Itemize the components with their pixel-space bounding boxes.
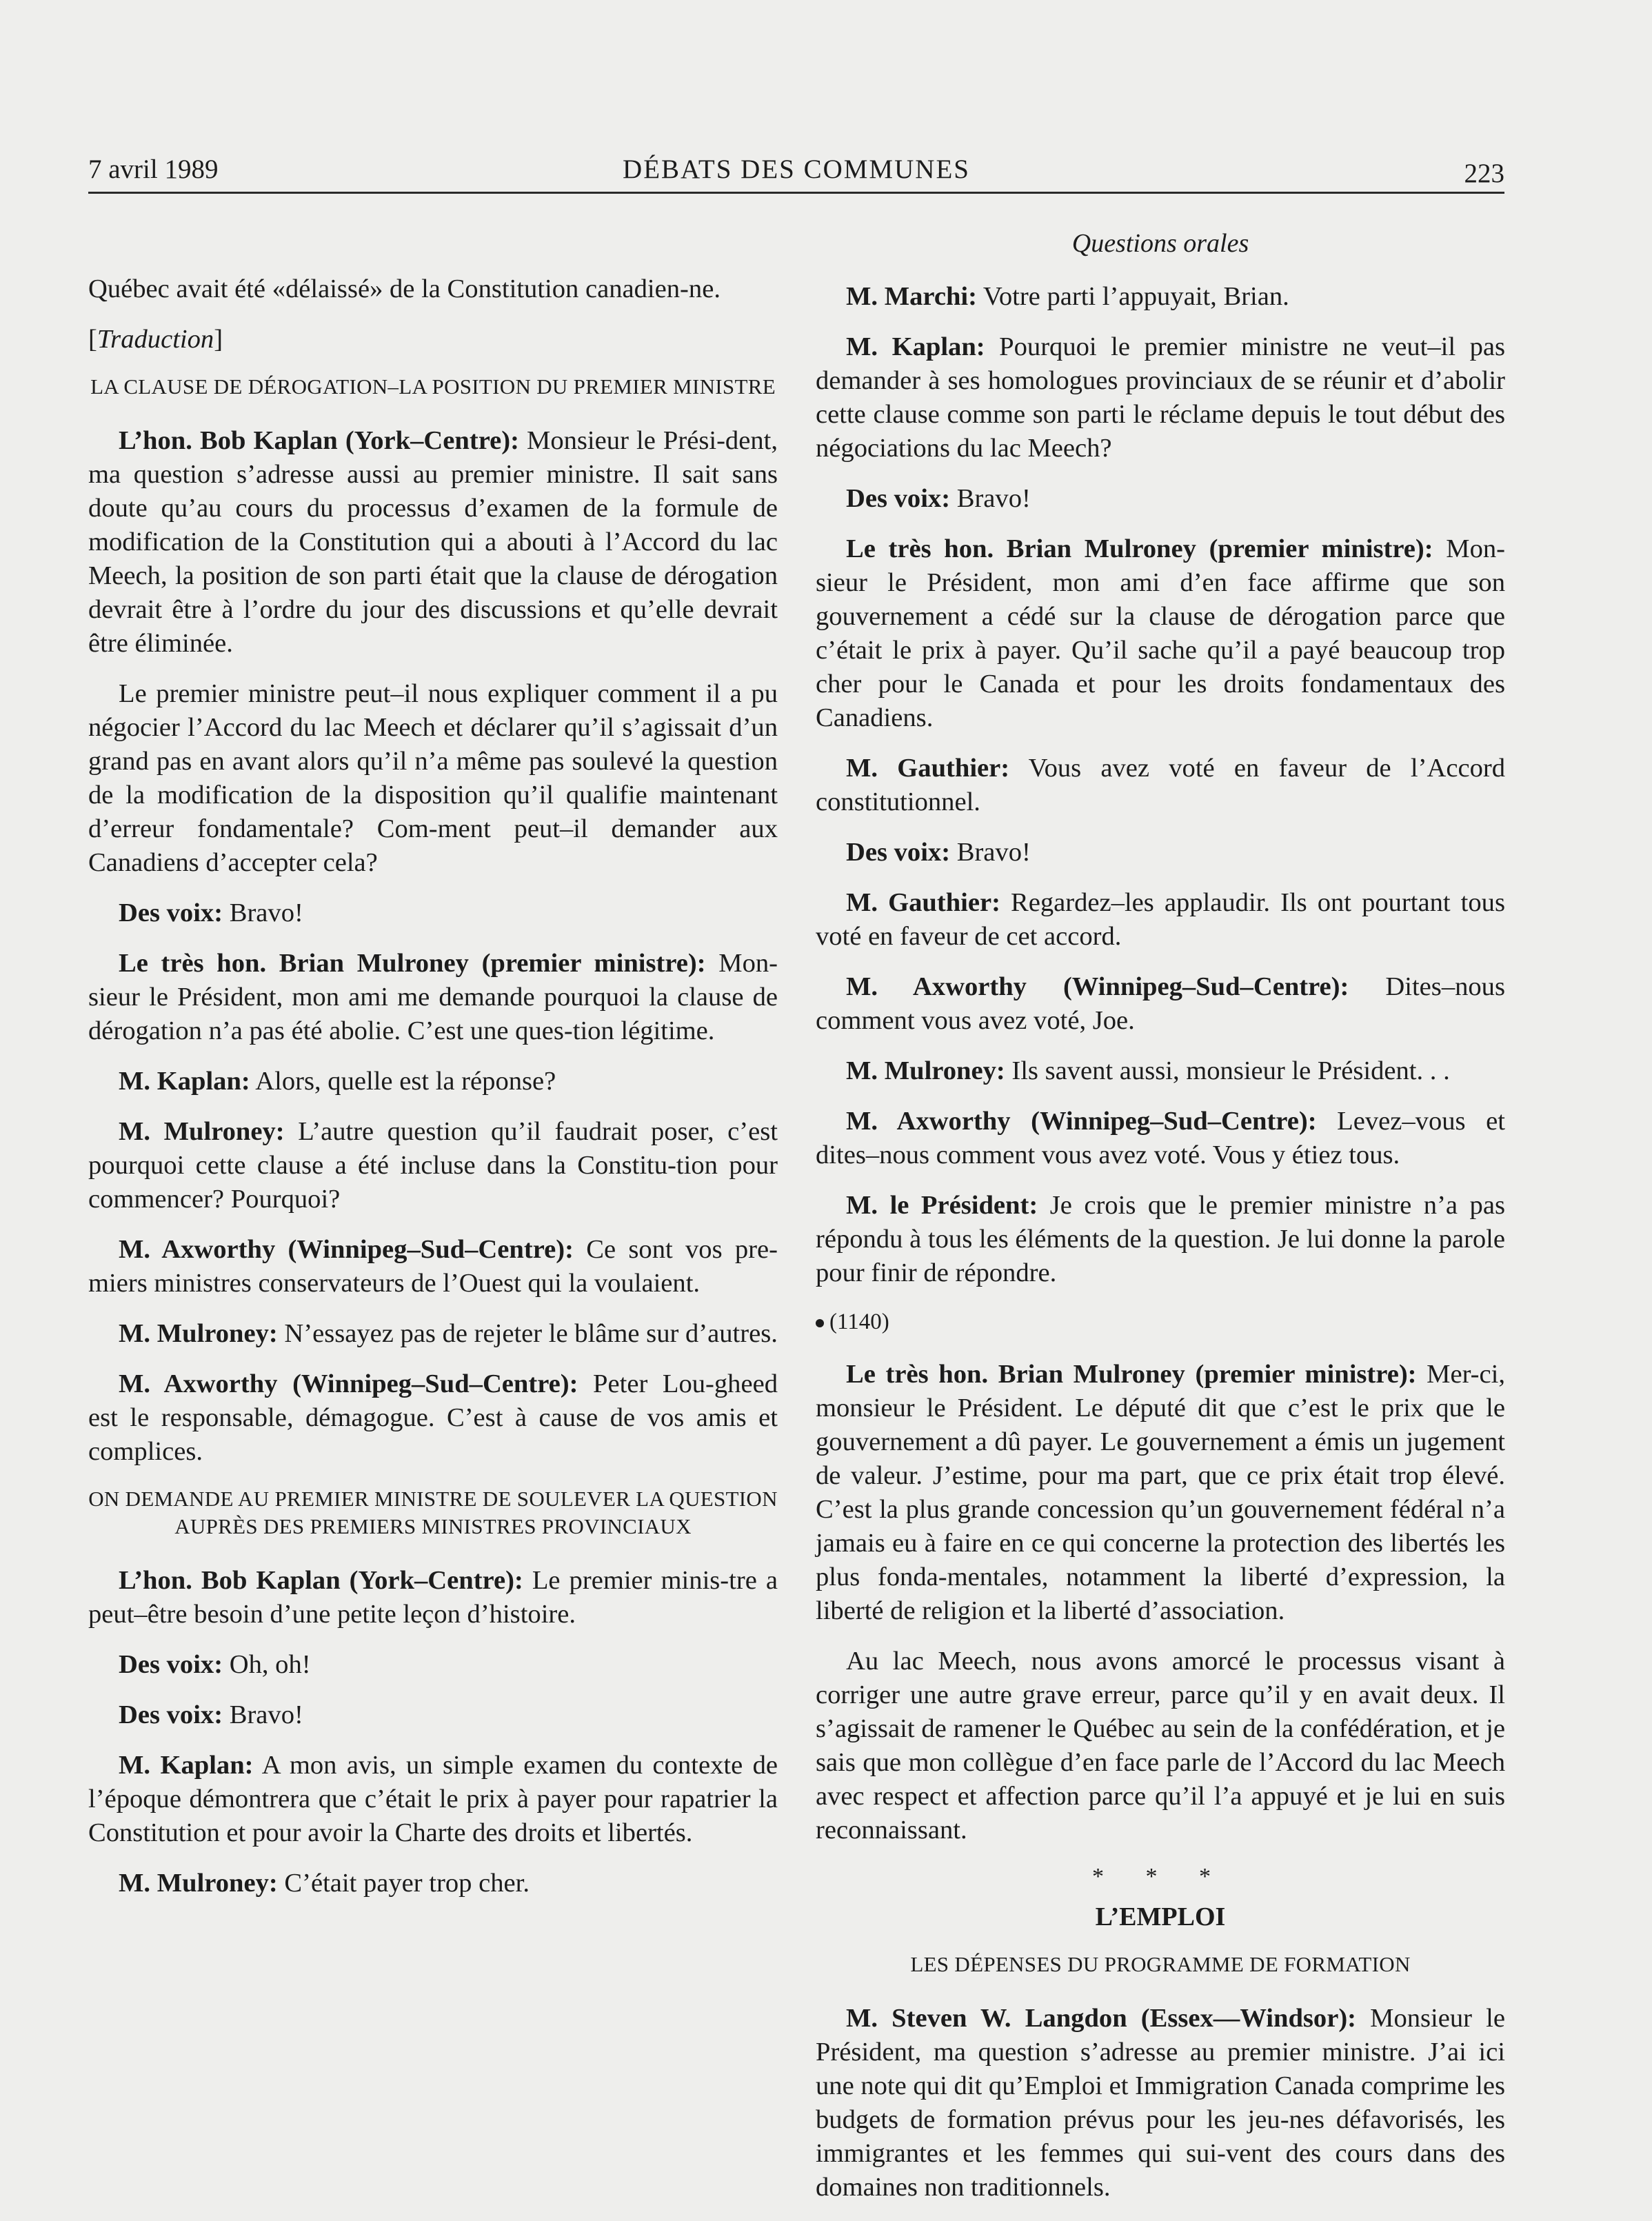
paragraph xyxy=(88,1233,778,1300)
speaker-name: Le très hon. Brian Mulroney (premier ministre): xyxy=(846,1360,1417,1389)
speaker-name: Des voix: xyxy=(119,898,223,927)
header-title: DÉBATS DES COMMUNES xyxy=(623,154,970,184)
speaker-name: M. Kaplan: xyxy=(119,1067,250,1096)
speech-text: Peter Lou-gheed est le responsable, démagogue. C’est à cause de vos amis et complices. xyxy=(88,1369,778,1466)
paragraph xyxy=(816,1054,1505,1088)
section-label: Questions orales xyxy=(1071,229,1249,258)
speech-text: Dites–nous comment vous avez voté, Joe. xyxy=(816,972,1505,1035)
page-number: 223 xyxy=(1464,159,1504,188)
paragraph xyxy=(816,836,1505,870)
left-column xyxy=(88,272,778,1917)
paragraph xyxy=(88,1115,778,1216)
paragraph xyxy=(816,280,1505,314)
speaker-name: M. Mulroney: xyxy=(119,1319,278,1348)
speaker-name: M. le Président: xyxy=(846,1191,1038,1220)
paragraph xyxy=(816,330,1505,465)
page-header xyxy=(88,146,1504,194)
speaker-name: Des voix: xyxy=(119,1650,223,1679)
paragraph xyxy=(816,886,1505,954)
speech-text: Bravo! xyxy=(223,898,303,927)
paragraph xyxy=(816,2002,1505,2204)
paragraph xyxy=(88,896,778,930)
paragraph xyxy=(88,1065,778,1098)
speech-text: Monsieur le Président, ma question s’adresse au premier ministre. J’ai ici une note qui dit qu’Emploi et Immigration Canada comprime les budgets de formation prévus pour les jeu-nes défavorisés, les immigrantes et les femmes qui sui-vent des cours dans des domaines non traditionnels. xyxy=(816,2004,1505,2202)
speaker-name: M. Steven W. Langdon (Essex—Windsor): xyxy=(846,2004,1357,2033)
speech-text: Bravo! xyxy=(950,838,1031,867)
speaker-name: L’hon. Bob Kaplan (York–Centre): xyxy=(119,426,519,455)
speaker-name: M. Mulroney: xyxy=(119,1869,278,1898)
speaker-name: Le très hon. Brian Mulroney (premier ministre): xyxy=(846,534,1433,563)
speaker-name: M. Axworthy (Winnipeg–Sud–Centre): xyxy=(119,1235,574,1264)
paragraph xyxy=(88,424,778,661)
speech-text: N’essayez pas de rejeter le blâme sur d’autres. xyxy=(277,1319,778,1348)
speech-text: Alors, quelle est la réponse? xyxy=(250,1067,556,1096)
speech-text: A mon avis, un simple examen du contexte de l’époque démontrera que c’était le prix à payer pour rapatrier la Constitution et pour avoir la Charte des droits et libertés. xyxy=(88,1751,778,1847)
paragraph xyxy=(88,1317,778,1351)
paragraph xyxy=(816,482,1505,516)
section-heading: L’EMPLOI xyxy=(1095,1902,1226,1931)
speaker-name: Le très hon. Brian Mulroney (premier ministre): xyxy=(119,949,706,978)
paragraph xyxy=(816,1105,1505,1172)
speech-text: Oh, oh! xyxy=(223,1650,311,1679)
speech-text: Mon-sieur le Président, mon ami me demande pourquoi la clause de dérogation n’a pas été abolie. C’est une ques-tion légitime. xyxy=(88,949,778,1045)
paragraph: Québec avait été «délaissé» de la Constitution canadien-ne. xyxy=(88,274,721,303)
right-column xyxy=(816,228,1505,2221)
speech-text: Ce sont vos pre-miers ministres conservateurs de l’Ouest qui la voulaient. xyxy=(88,1235,778,1298)
paragraph xyxy=(816,532,1505,735)
speaker-name: Des voix: xyxy=(846,838,951,867)
paragraph xyxy=(88,1367,778,1469)
paragraph: Au lac Meech, nous avons amorcé le processus visant à corriger une autre grave erreur, parce qu’il y en avait deux. Il s’agissait de ramener le Québec au sein de la confédération, et je sais que mon collègue d’en face parle de l’Accord du lac Meech avec respect et affection parce qu’il l’a appuyé et je lui en suis reconnaissant. xyxy=(816,1647,1505,1845)
paragraph xyxy=(88,1698,778,1732)
speaker-name: M. Marchi: xyxy=(846,282,977,311)
timestamp-text: (1140) xyxy=(829,1309,889,1334)
speaker-name: M. Axworthy (Winnipeg–Sud–Centre): xyxy=(846,972,1349,1001)
paragraph xyxy=(88,1648,778,1682)
paragraph xyxy=(816,752,1505,819)
speaker-name: M. Gauthier: xyxy=(846,754,1010,783)
paragraph xyxy=(88,1749,778,1850)
section-heading: ON DEMANDE AU PREMIER MINISTRE DE SOULEVER LA QUESTION AUPRÈS DES PREMIERS MINISTRES PROVINCIAUX xyxy=(88,1487,778,1538)
speech-text: Vous avez voté en faveur de l’Accord constitutionnel. xyxy=(816,754,1505,816)
paragraph xyxy=(88,1867,778,1900)
speech-text: Levez–vous et dites–nous comment vous avez voté. Vous y étiez tous. xyxy=(816,1107,1505,1169)
speaker-name: M. Kaplan: xyxy=(119,1751,254,1780)
bullet-icon xyxy=(816,1319,824,1327)
speech-text: Mer-ci, monsieur le Président. Le député dit que c’est le prix que le gouvernement a dû payer. Le gouvernement a émis un jugement de valeur. J’estime, pour ma part, que ce prix était trop élevé. C’est la plus grande concession qu’un gouvernement fédéral n’a jamais eu à faire en ce qui concerne la protection des libertés les plus fonda-mentales, notamment la liberté d’expression, la liberté de religion et la liberté d’association. xyxy=(816,1360,1505,1625)
speech-text: Votre parti l’appuyait, Brian. xyxy=(976,282,1289,311)
speaker-name: M. Kaplan: xyxy=(846,332,985,361)
speech-text: Monsieur le Prési-dent, ma question s’adresse aussi au premier ministre. Il sait sans doute qu’au cours du processus d’examen de la formule de modification de la Constitution qui a abouti à l’Accord du lac Meech, la position de son parti était que la clause de dérogation devrait être à l’ordre du jour des discussions et qu’elle devrait être éliminée. xyxy=(88,426,778,658)
speaker-name: M. Axworthy (Winnipeg–Sud–Centre): xyxy=(846,1107,1317,1136)
speaker-name: Des voix: xyxy=(119,1700,223,1729)
sub-heading: LES DÉPENSES DU PROGRAMME DE FORMATION xyxy=(910,1952,1411,1976)
speech-text: Bravo! xyxy=(950,484,1031,513)
speech-text: Je crois que le premier ministre n’a pas répondu à tous les éléments de la question. Je lui donne la parole pour finir de répondre. xyxy=(816,1191,1505,1287)
speech-text: Le premier minis-tre a peut–être besoin d’une petite leçon d’histoire. xyxy=(88,1566,778,1629)
timestamp xyxy=(816,1307,1505,1337)
section-heading: LA CLAUSE DE DÉROGATION–LA POSITION DU PREMIER MINISTRE xyxy=(90,374,776,399)
paragraph xyxy=(88,1564,778,1631)
speech-text: C’était payer trop cher. xyxy=(277,1869,530,1898)
header-date: 7 avril 1989 xyxy=(88,154,219,184)
paragraph: Le premier ministre peut–il nous expliquer comment il a pu négocier l’Accord du lac Meech et déclarer qu’il s’agissait d’un grand pas en avant alors qu’il n’a même pas soulevé la question de la modification de la disposition qu’il qualifie maintenant d’erreur fondamentale? Com-ment peut–il demander aux Canadiens d’accepter cela? xyxy=(88,679,778,877)
translation-note: [Traduction] xyxy=(88,325,223,354)
translation-note-text: Traduction xyxy=(97,325,214,354)
speaker-name: Des voix: xyxy=(846,484,951,513)
paragraph xyxy=(88,947,778,1048)
speaker-name: M. Gauthier: xyxy=(846,888,1000,917)
speaker-name: M. Mulroney: xyxy=(846,1056,1005,1085)
speaker-name: L’hon. Bob Kaplan (York–Centre): xyxy=(119,1566,523,1595)
speaker-name: M. Axworthy (Winnipeg–Sud–Centre): xyxy=(119,1369,578,1398)
speech-text: Mon-sieur le Président, mon ami d’en face affirme que son gouvernement a cédé sur la clause de dérogation parce que c’était le prix à payer. Qu’il sache qu’il a payé beaucoup trop cher pour le Canada et pour les droits fondamentaux des Canadiens. xyxy=(816,534,1505,732)
speech-text: L’autre question qu’il faudrait poser, c’est pourquoi cette clause a été incluse dans la Constitu-tion pour commencer? Pourquoi? xyxy=(88,1117,778,1214)
paragraph xyxy=(816,1189,1505,1290)
speech-text: Pourquoi le premier ministre ne veut–il pas demander à ses homologues provinciaux de se réunir et d’abolir cette clause comme son parti le réclame depuis le tout début des négociations du lac Meech? xyxy=(816,332,1505,463)
speech-text: Ils savent aussi, monsieur le Président. . . xyxy=(1005,1056,1450,1085)
speech-text: Regardez–les applaudir. Ils ont pourtant tous voté en faveur de cet accord. xyxy=(816,888,1505,951)
speech-text: Bravo! xyxy=(223,1700,303,1729)
section-divider: * * * xyxy=(1092,1864,1229,1889)
paragraph xyxy=(816,970,1505,1038)
paragraph xyxy=(816,1358,1505,1628)
speaker-name: M. Mulroney: xyxy=(119,1117,285,1146)
